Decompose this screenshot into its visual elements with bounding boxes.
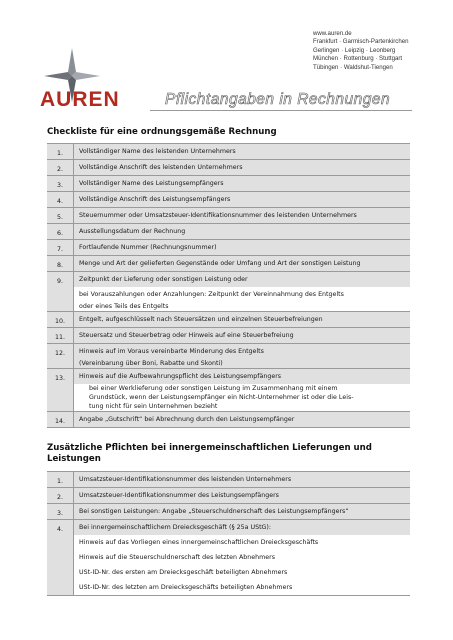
row-text-line: Vollständiger Name des leistenden Unternehmers <box>74 144 410 159</box>
row-text-line: Hinweis auf das Vorliegen eines innergemeinschaftlichen Dreiecksgeschäfts <box>74 535 410 550</box>
row-content <box>74 144 410 159</box>
row-content <box>74 176 410 191</box>
row-content <box>74 520 410 595</box>
row-text-line: Vollständiger Name des Leistungsempfängers <box>74 176 410 191</box>
row-content <box>74 412 410 427</box>
row-text-line: Hinweis auf im Voraus vereinbarte Minderung des Entgelts <box>74 344 410 359</box>
row-text-line: Vollständige Anschrift des Leistungsempfängers <box>74 192 410 207</box>
row-number: 12. <box>47 344 74 368</box>
table-row <box>47 411 410 428</box>
row-text-line: Menge und Art der gelieferten Gegenstände oder Umfang und Art der sonstigen Leistung <box>74 256 410 271</box>
table-row <box>47 487 410 503</box>
row-text-line: bei Vorauszahlungen oder Anzahlungen: Zeitpunkt der Vereinnahmung des Entgelts <box>74 287 410 302</box>
row-number: 4. <box>47 192 74 207</box>
row-content <box>74 328 410 343</box>
table-row <box>47 327 410 343</box>
row-text-line: Vollständige Anschrift des leistenden Unternehmers <box>74 160 410 175</box>
table-row <box>47 143 410 159</box>
row-number: 13. <box>47 369 74 411</box>
table-row <box>47 471 410 487</box>
row-content <box>74 312 410 327</box>
table-row <box>47 175 410 191</box>
table-row <box>47 519 410 596</box>
row-content <box>74 272 410 311</box>
row-number: 1. <box>47 144 74 159</box>
table-row <box>47 159 410 175</box>
row-text-line: Angabe „Gutschrift“ bei Abrechnung durch den Leistungsempfänger <box>74 412 410 427</box>
table-row <box>47 271 410 311</box>
row-text-line: Hinweis auf die Steuerschuldnerschaft des letzten Abnehmers <box>74 550 410 565</box>
row-text-line: USt-ID-Nr. des letzten am Dreiecksgeschäfts beteiligten Abnehmers <box>74 580 410 595</box>
row-text-line: (Vereinbarung über Boni, Rabatte und Skonti) <box>74 359 410 368</box>
contact-locations-3: München · Rottenburg · Stuttgart <box>313 55 403 63</box>
contact-website[interactable]: www.auren.de <box>313 30 352 37</box>
row-text-line: Steuernummer oder Umsatzsteuer-Identifikationsnummer des leistenden Unternehmers <box>74 208 410 223</box>
table-row <box>47 255 410 271</box>
row-content <box>74 488 410 503</box>
contact-locations-1: Frankfurt · Garmisch-Partenkirchen <box>313 38 409 46</box>
row-content <box>74 160 410 175</box>
row-text-line: oder eines Teils des Entgelts <box>74 302 410 311</box>
row-number: 9. <box>47 272 74 311</box>
contact-locations-4: Tübingen · Waldshut-Tiengen <box>313 63 393 71</box>
row-number: 14. <box>47 412 74 427</box>
section1-heading: Checkliste für eine ordnungsgemäße Rechnung <box>47 127 277 137</box>
row-text-line: Zeitpunkt der Lieferung oder sonstigen Leistung oder <box>74 272 410 287</box>
table-row <box>47 207 410 223</box>
document-title: Pflichtangaben in Rechnungen <box>165 91 391 108</box>
row-number: 1. <box>47 472 74 487</box>
row-text-line: Bei innergemeinschaftlichem Dreiecksgeschäft (§ 25a UStG): <box>74 520 410 535</box>
table-row <box>47 223 410 239</box>
row-content <box>74 344 410 368</box>
row-number: 6. <box>47 224 74 239</box>
row-number: 2. <box>47 160 74 175</box>
row-content <box>74 192 410 207</box>
row-number: 5. <box>47 208 74 223</box>
row-number: 8. <box>47 256 74 271</box>
table-row <box>47 191 410 207</box>
row-content <box>74 472 410 487</box>
row-number: 7. <box>47 240 74 255</box>
row-content <box>74 504 410 519</box>
row-number: 11. <box>47 328 74 343</box>
row-content <box>74 256 410 271</box>
header-divider <box>150 110 412 111</box>
table-row <box>47 343 410 368</box>
row-text-line: bei einer Werklieferung oder sonstigen Leistung im Zusammenhang mit einem <box>74 384 410 393</box>
row-text-line: tung nicht für sein Unternehmen bezieht <box>74 402 410 411</box>
row-number: 3. <box>47 504 74 519</box>
logo-wordmark: AUREN <box>40 88 120 111</box>
row-content <box>74 208 410 223</box>
row-content <box>74 369 410 411</box>
row-text-line: Hinweis auf die Aufbewahrungspflicht des Leistungsempfängers <box>74 369 410 384</box>
row-number: 10. <box>47 312 74 327</box>
contact-block <box>313 30 409 72</box>
row-text-line: Grundstück, wenn der Leistungsempfänger ein Nicht-Unternehmer ist oder die Leis- <box>74 393 410 402</box>
row-text-line: USt-ID-Nr. des ersten am Dreiecksgeschäft beteiligten Abnehmers <box>74 565 410 580</box>
section2-heading: Zusätzliche Pflichten bei innergemeinschaftlichen Lieferungen und Leistungen <box>47 443 372 464</box>
row-text-line: Ausstellungsdatum der Rechnung <box>74 224 410 239</box>
additional-duties-table <box>47 471 410 596</box>
table-row <box>47 368 410 411</box>
checklist-table <box>47 143 410 428</box>
row-number: 3. <box>47 176 74 191</box>
row-text-line: Bei sonstigen Leistungen: Angabe „Steuerschuldnerschaft des Leistungsempfängers“ <box>74 504 410 519</box>
table-row <box>47 239 410 255</box>
row-number: 2. <box>47 488 74 503</box>
contact-locations-2: Gerlingen · Leipzig · Leonberg <box>313 46 396 54</box>
row-text-line: Steuersatz und Steuerbetrag oder Hinweis auf eine Steuerbefreiung <box>74 328 410 343</box>
table-row <box>47 503 410 519</box>
row-text-line: Entgelt, aufgeschlüsselt nach Steuersätzen und einzelnen Steuerbefreiungen <box>74 312 410 327</box>
table-row <box>47 311 410 327</box>
row-text-line: Fortlaufende Nummer (Rechnungsnummer) <box>74 240 410 255</box>
row-text-line: Umsatzsteuer-Identifikationsnummer des Leistungsempfängers <box>74 488 410 503</box>
row-content <box>74 224 410 239</box>
row-content <box>74 240 410 255</box>
row-number: 4. <box>47 520 74 595</box>
row-text-line: Umsatzsteuer-Identifikationsnummer des leistenden Unternehmers <box>74 472 410 487</box>
